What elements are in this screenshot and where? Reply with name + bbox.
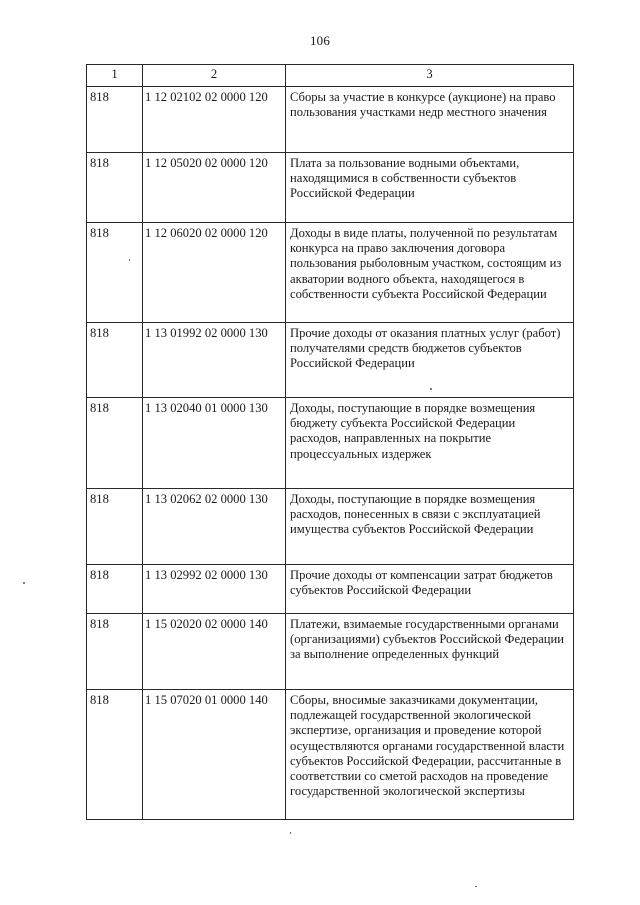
- revenue-name-cell: Доходы, поступающие в порядке возмещения расходов, понесенных в связи с эксплуатацией имущества субъектов Российской Федерации: [286, 489, 574, 565]
- revenue-code-cell: 1 12 05020 02 0000 120: [143, 153, 286, 223]
- admin-code-cell: 818: [87, 398, 143, 489]
- table-row: [87, 153, 574, 223]
- table-row: [87, 87, 574, 153]
- column-header-1: 1: [87, 65, 143, 87]
- revenue-code-cell: 1 13 02040 01 0000 130: [143, 398, 286, 489]
- column-header-2: 2: [143, 65, 286, 87]
- table-row: [87, 489, 574, 565]
- scan-speck: [430, 388, 432, 390]
- revenue-name-cell: Сборы, вносимые заказчиками документации, подлежащей государственной экологической экспертизе, организация и проведение которой осуществляются органами государственной власти субъектов Российской Федерации, рассчитанные в соответствии со сметой расходов на проведение государственной экологической экспертизы: [286, 690, 574, 820]
- table-row: [87, 223, 574, 323]
- scan-speck: [129, 259, 130, 261]
- revenue-name-cell: Плата за пользование водными объектами, находящимися в собственности субъектов Российской Федерации: [286, 153, 574, 223]
- revenue-name-cell: Платежи, взимаемые государственными органами (организациями) субъектов Российской Федерации за выполнение определенных функций: [286, 614, 574, 690]
- page-number: 106: [309, 33, 331, 48]
- admin-code-cell: 818: [87, 223, 143, 323]
- revenue-code-cell: 1 13 02992 02 0000 130: [143, 565, 286, 614]
- table-header-row: [87, 65, 574, 87]
- revenue-name-cell: Сборы за участие в конкурсе (аукционе) на право пользования участками недр местного значения: [286, 87, 574, 153]
- admin-code-cell: 818: [87, 614, 143, 690]
- revenue-name-cell: Прочие доходы от оказания платных услуг (работ) получателями средств бюджетов субъектов Российской Федерации: [286, 323, 574, 398]
- revenue-code-cell: 1 13 01992 02 0000 130: [143, 323, 286, 398]
- table-row: [87, 323, 574, 398]
- revenue-codes-table: [86, 64, 574, 820]
- admin-code-cell: 818: [87, 87, 143, 153]
- revenue-name-cell: Доходы в виде платы, полученной по результатам конкурса на право заключения договора пользования рыболовным участком, состоящим из акватории водного объекта, находящегося в собственности субъекта Российской Федерации: [286, 223, 574, 323]
- admin-code-cell: 818: [87, 690, 143, 820]
- table-row: [87, 398, 574, 489]
- admin-code-cell: 818: [87, 565, 143, 614]
- table-row: [87, 690, 574, 820]
- admin-code-cell: 818: [87, 153, 143, 223]
- revenue-code-cell: 1 12 06020 02 0000 120: [143, 223, 286, 323]
- admin-code-cell: 818: [87, 323, 143, 398]
- table-row: [87, 565, 574, 614]
- scan-speck: [23, 582, 25, 584]
- revenue-code-cell: 1 15 07020 01 0000 140: [143, 690, 286, 820]
- revenue-code-cell: 1 15 02020 02 0000 140: [143, 614, 286, 690]
- table-row: [87, 614, 574, 690]
- revenue-code-cell: 1 12 02102 02 0000 120: [143, 87, 286, 153]
- revenue-name-cell: Прочие доходы от компенсации затрат бюджетов субъектов Российской Федерации: [286, 565, 574, 614]
- scan-speck: [290, 832, 291, 834]
- column-header-3: 3: [286, 65, 574, 87]
- revenue-name-cell: Доходы, поступающие в порядке возмещения бюджету субъекта Российской Федерации расходов, направленных на покрытие процессуальных издержек: [286, 398, 574, 489]
- admin-code-cell: 818: [87, 489, 143, 565]
- revenue-code-cell: 1 13 02062 02 0000 130: [143, 489, 286, 565]
- scan-speck: [475, 886, 477, 887]
